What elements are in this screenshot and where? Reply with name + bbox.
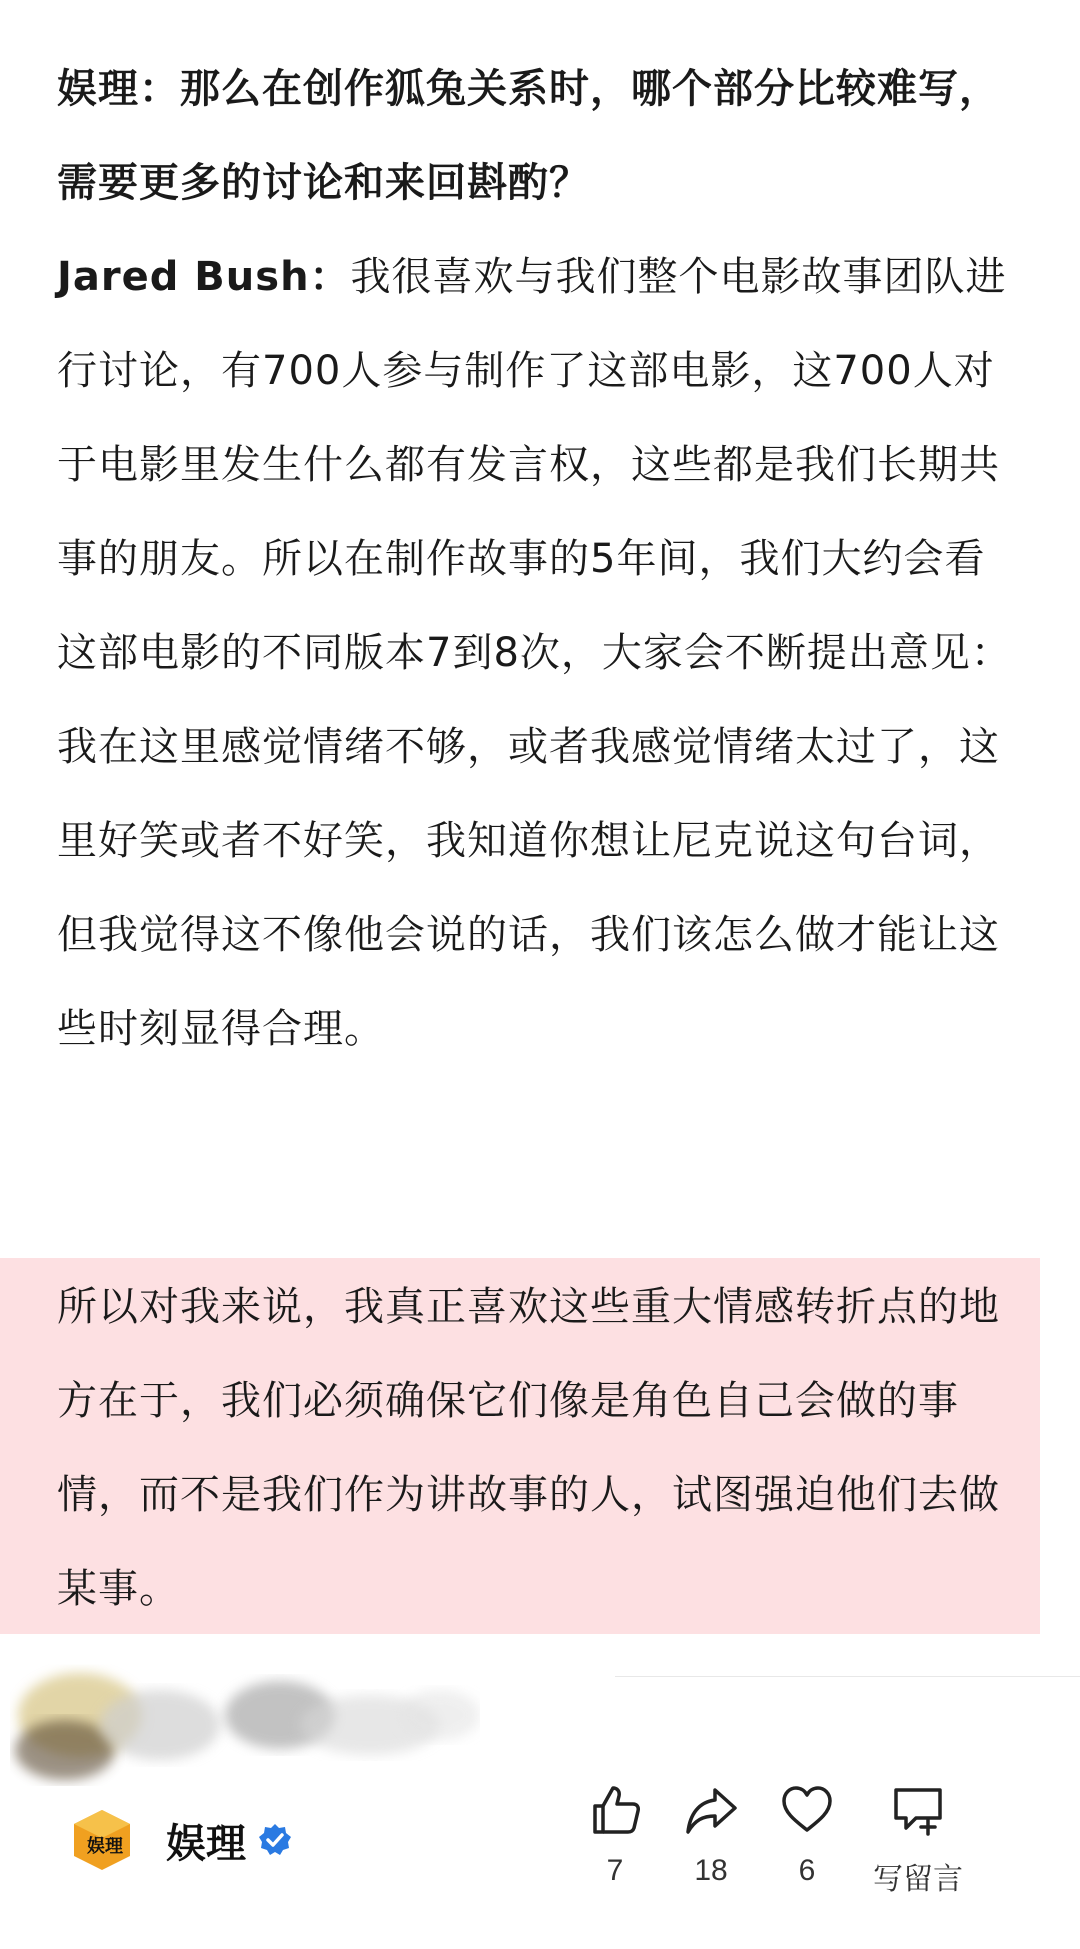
yuli-logo-icon xyxy=(70,1808,134,1872)
like-count: 7 xyxy=(606,1854,624,1887)
share-count: 18 xyxy=(694,1854,728,1887)
action-bar xyxy=(560,1782,1060,1912)
highlighted-quote: 所以对我来说，我真正喜欢这些重大情感转折点的地方在于，我们必须确保它们像是角色自己会做的事情，而不是我们作为讲故事的人，试图强迫他们去做某事。 xyxy=(57,1284,1000,1612)
heart-icon xyxy=(779,1782,835,1838)
write-comment-button[interactable] xyxy=(848,1782,988,1898)
author-name[interactable]: 娱理 xyxy=(166,1820,246,1867)
thumbs-up-icon xyxy=(587,1782,643,1838)
speaker-name: Jared Bush： xyxy=(57,254,351,300)
comment-icon xyxy=(890,1782,946,1838)
interview-answer xyxy=(57,230,1017,1076)
author-info[interactable] xyxy=(70,1808,292,1872)
article-text xyxy=(57,42,1017,1076)
verified-badge-icon xyxy=(258,1823,292,1857)
divider xyxy=(615,1676,1080,1677)
answer-text: 我很喜欢与我们整个电影故事团队进行讨论，有700人参与制作了这部电影，这700人对于电影里发生什么都有发言权，这些都是我们长期共事的朋友。所以在制作故事的5年间，我们大约会看这部电影的不同版本7到8次，大家会不断提出意见：我在这里感觉情绪不够，或者我感觉情绪太过了，这里好笑或者不好笑，我知道你想让尼克说这句台词，但我觉得这不像他会说的话，我们该怎么做才能让这些时刻显得合理。 xyxy=(57,254,1012,1052)
favorite-count: 6 xyxy=(798,1854,816,1887)
post-footer xyxy=(0,1760,1080,1949)
share-button[interactable] xyxy=(656,1782,766,1888)
interview-question: 娱理：那么在创作狐兔关系时，哪个部分比较难写，需要更多的讨论和来回斟酌？ xyxy=(57,66,1000,206)
write-comment-label: 写留言 xyxy=(873,1863,963,1896)
logo-text: 娱理 xyxy=(87,1836,123,1857)
share-icon xyxy=(683,1782,739,1838)
like-button[interactable] xyxy=(560,1782,670,1888)
favorite-button[interactable] xyxy=(752,1782,862,1888)
